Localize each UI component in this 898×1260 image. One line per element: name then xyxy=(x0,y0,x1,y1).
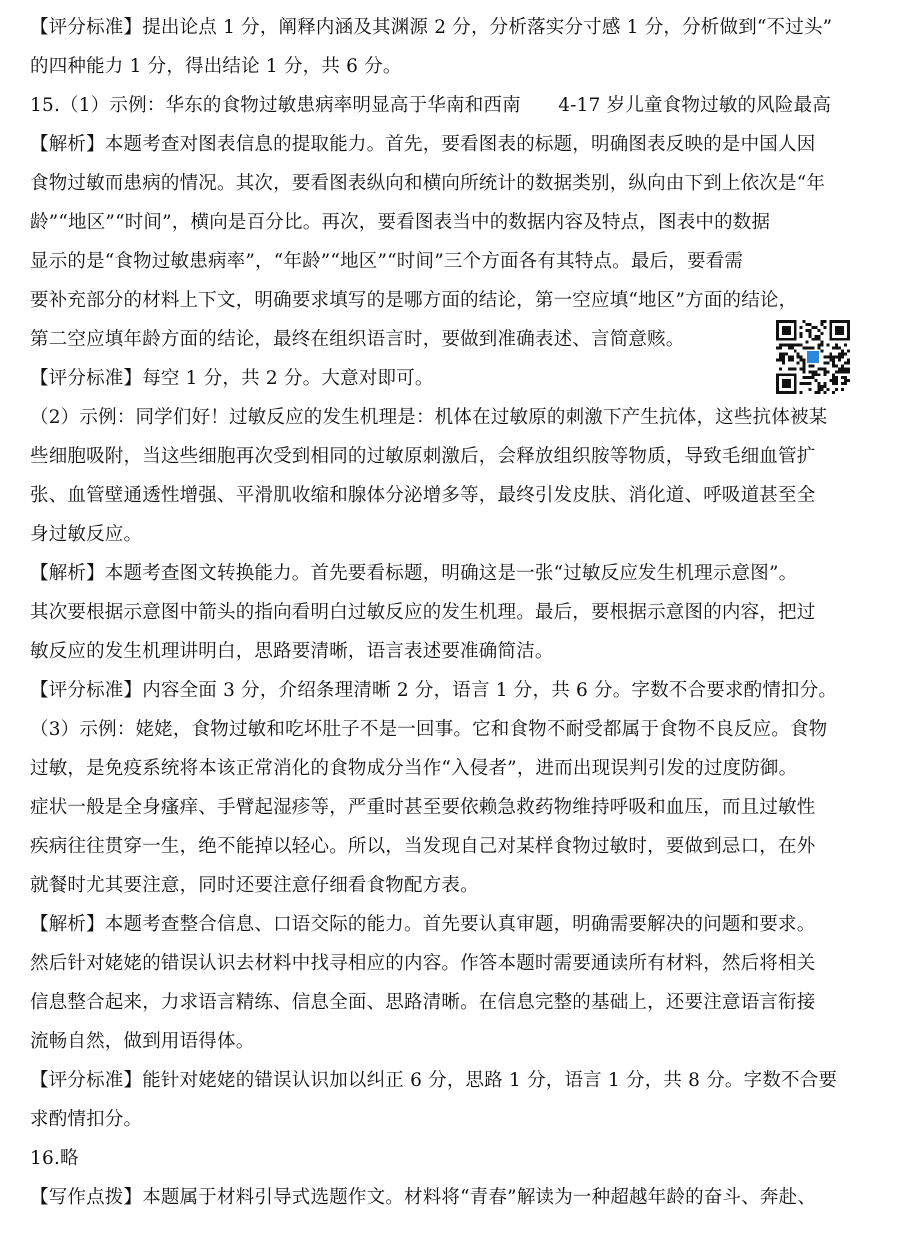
text-line: 过敏，是免疫系统将本该正常消化的食物成分当作“入侵者”，进而出现误判引发的过度防御。 xyxy=(30,758,798,779)
text-line: 显示的是“食物过敏患病率”，“年龄”“地区”“时间”三个方面各有其特点。最后，要看需 xyxy=(30,251,744,272)
text-line: 然后针对姥姥的错误认识去材料中找寻相应的内容。作答本题时需要通读所有材料，然后将相关 xyxy=(30,953,816,974)
text-line: 【解析】本题考查对图表信息的提取能力。首先，要看图表的标题，明确图表反映的是中国人因 xyxy=(30,134,816,155)
text-line: 食物过敏而患病的情况。其次，要看图表纵向和横向所统计的数据类别，纵向由下到上依次是“年 xyxy=(30,173,826,194)
text-line: 【写作点拨】本题属于材料引导式选题作文。材料将“青春”解读为一种超越年龄的奋斗、奔赴、 xyxy=(30,1187,817,1208)
text-line: 症状一般是全身瘙痒、手臂起湿疹等，严重时甚至要依赖急救药物维持呼吸和血压，而且过敏性 xyxy=(30,797,816,818)
text-line: 16.略 xyxy=(30,1148,79,1169)
text-line: 信息整合起来，力求语言精练、信息全面、思路清晰。在信息完整的基础上，还要注意语言衔接 xyxy=(30,992,816,1013)
text-line: 就餐时尤其要注意，同时还要注意仔细看食物配方表。 xyxy=(30,875,479,896)
text-line: 流畅自然，做到用语得体。 xyxy=(30,1031,255,1052)
text-line: 【评分标准】能针对姥姥的错误认识加以纠正 6 分，思路 1 分，语言 1 分，共 8 分。字数不合要 xyxy=(30,1070,838,1091)
text-line: 第二空应填年龄方面的结论，最终在组织语言时，要做到准确表述、言简意赅。 xyxy=(30,329,685,350)
document-body xyxy=(30,8,870,1217)
text-line: 15.（1）示例：华东的食物过敏患病率明显高于华南和西南 4-17 岁儿童食物过敏的风险最高 xyxy=(30,95,832,116)
text-line: 【解析】本题考查整合信息、口语交际的能力。首先要认真审题，明确需要解决的问题和要求。 xyxy=(30,914,816,935)
text-line: 【评分标准】内容全面 3 分，介绍条理清晰 2 分，语言 1 分，共 6 分。字数不合要求酌情扣分。 xyxy=(30,680,838,701)
text-line: 张、血管壁通透性增强、平滑肌收缩和腺体分泌增多等，最终引发皮肤、消化道、呼吸道甚至全 xyxy=(30,485,816,506)
text-line: 些细胞吸附，当这些细胞再次受到相同的过敏原刺激后，会释放组织胺等物质，导致毛细血管扩 xyxy=(30,446,816,467)
text-line: 【解析】本题考查图文转换能力。首先要看标题，明确这是一张“过敏反应发生机理示意图”。 xyxy=(30,563,798,584)
text-line: 龄”“地区”“时间”，横向是百分比。再次，要看图表当中的数据内容及特点，图表中的数据 xyxy=(30,212,771,233)
text-line: 其次要根据示意图中箭头的指向看明白过敏反应的发生机理。最后，要根据示意图的内容，把过 xyxy=(30,602,816,623)
qr-code-icon xyxy=(776,320,850,394)
text-line: （3）示例：姥姥，食物过敏和吃坏肚子不是一回事。它和食物不耐受都属于食物不良反应。食物 xyxy=(30,719,828,740)
text-line: 敏反应的发生机理讲明白，思路要清晰，语言表述要准确简洁。 xyxy=(30,641,554,662)
text-line: 身过敏反应。 xyxy=(30,524,143,545)
text-line: 的四种能力 1 分，得出结论 1 分，共 6 分。 xyxy=(30,56,402,77)
text-line: 【评分标准】每空 1 分，共 2 分。大意对即可。 xyxy=(30,368,434,389)
text-line: 要补充部分的材料上下文，明确要求填写的是哪方面的结论，第一空应填“地区”方面的结论， xyxy=(30,290,798,311)
text-line: 【评分标准】提出论点 1 分，阐释内涵及其渊源 2 分，分析落实分寸感 1 分，分析做到“不过头” xyxy=(30,17,833,38)
text-line: 疾病往往贯穿一生，绝不能掉以轻心。所以，当发现自己对某样食物过敏时，要做到忌口，在外 xyxy=(30,836,816,857)
text-line: （2）示例：同学们好！过敏反应的发生机理是：机体在过敏原的刺激下产生抗体，这些抗体被某 xyxy=(30,407,828,428)
text-line: 求酌情扣分。 xyxy=(30,1109,143,1130)
